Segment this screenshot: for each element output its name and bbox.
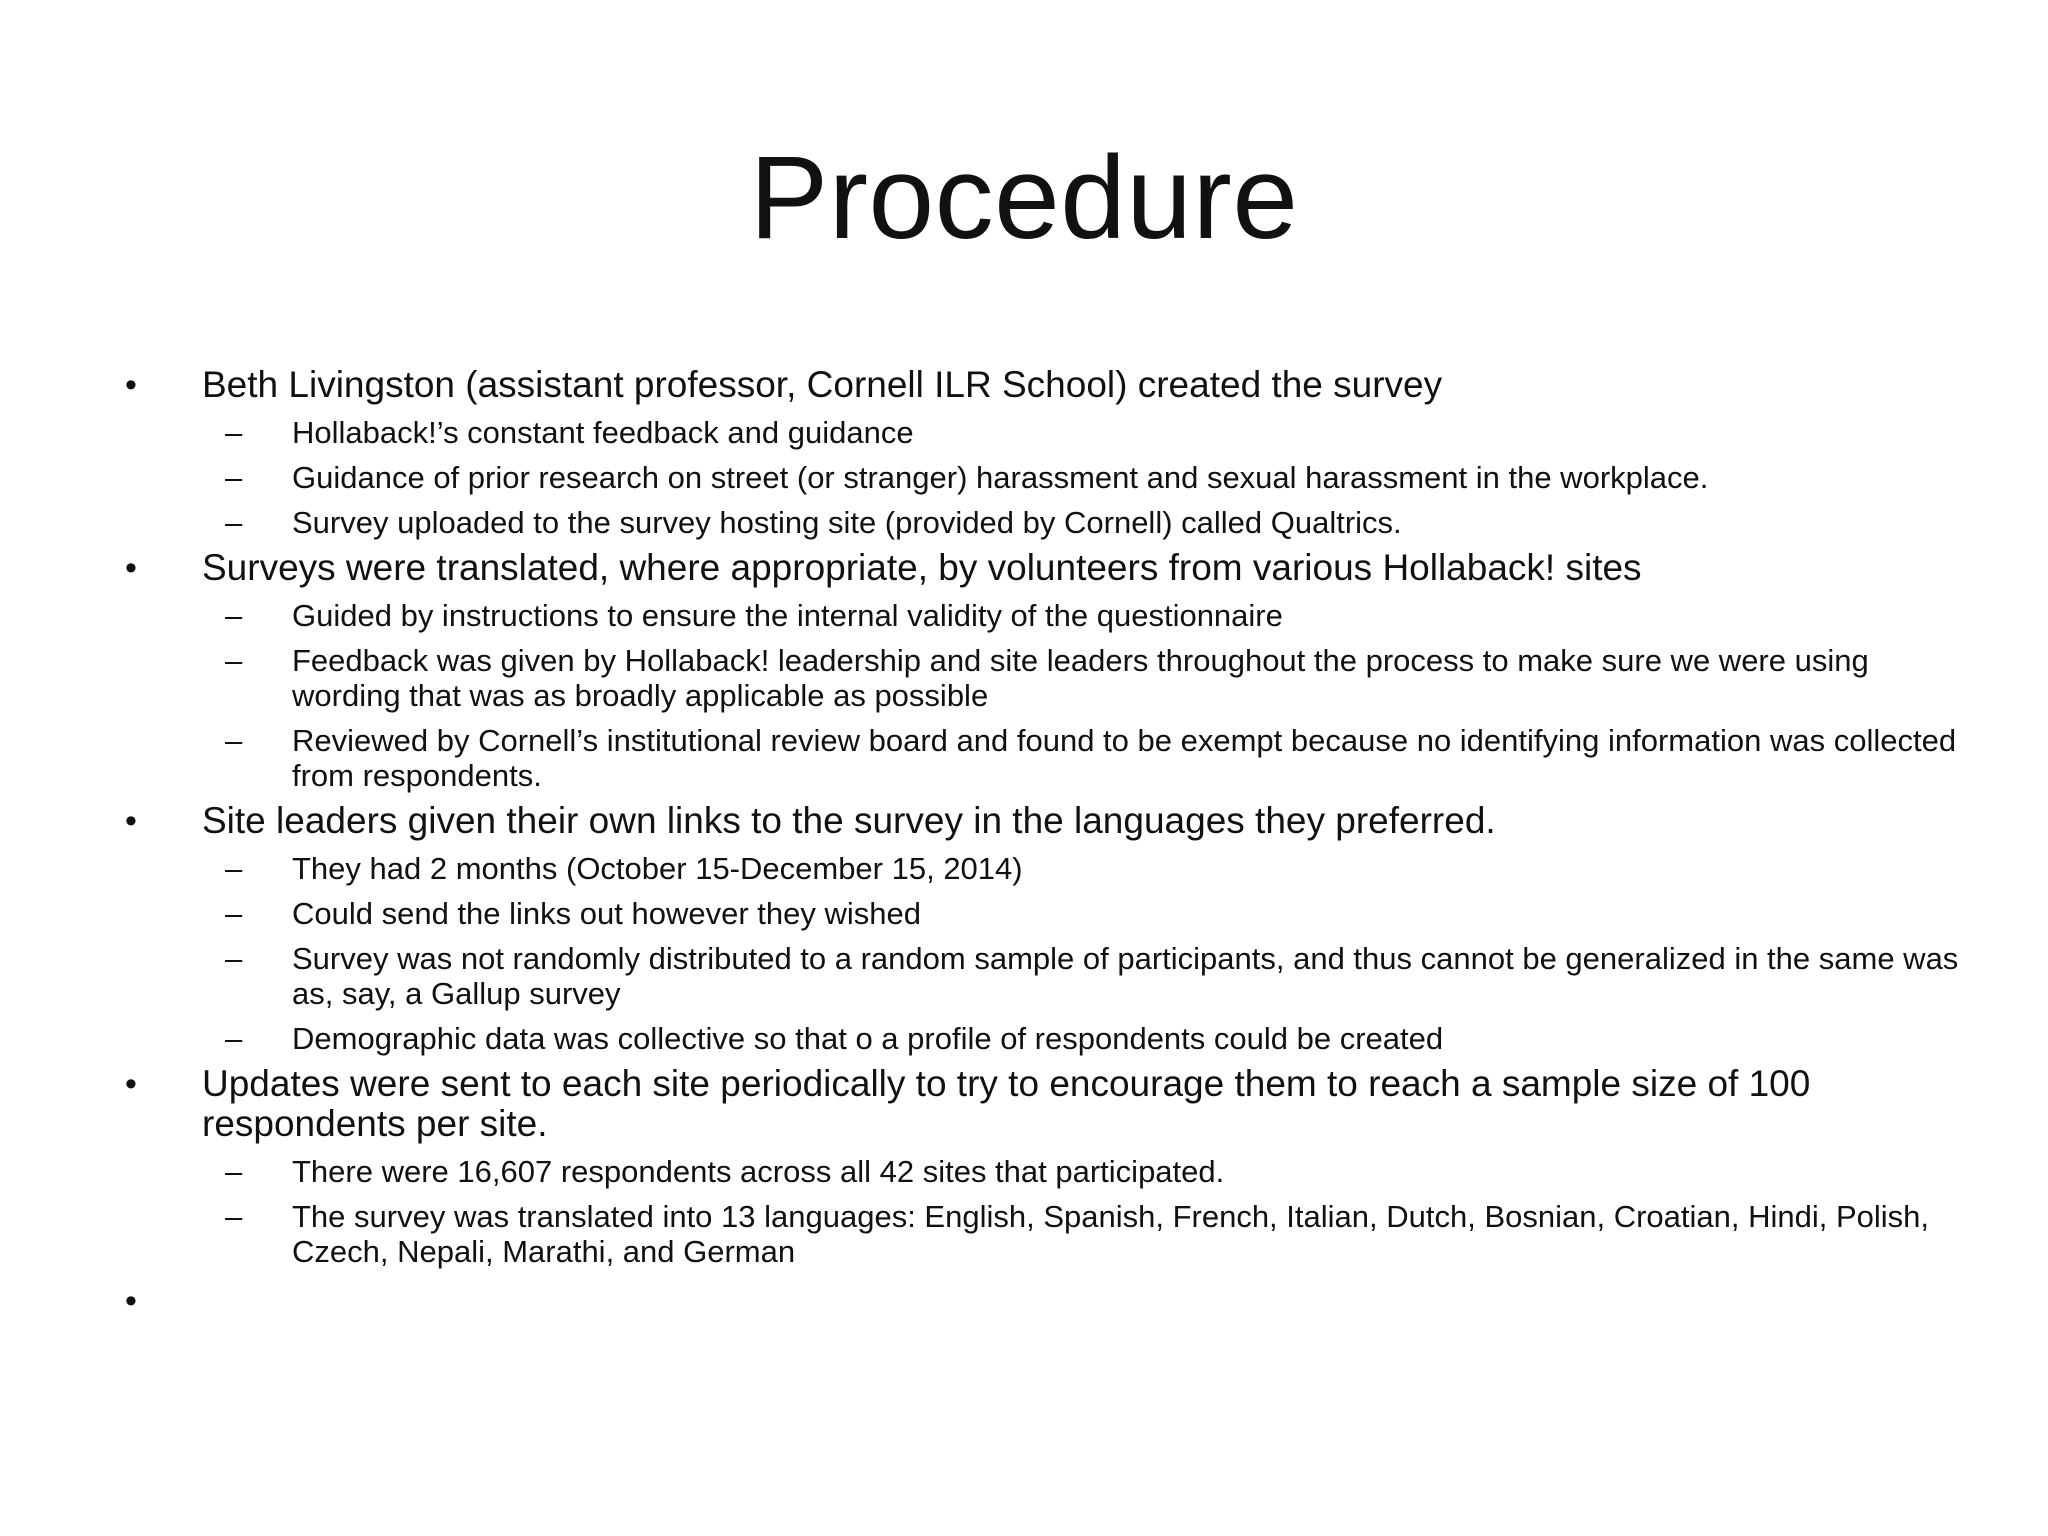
dash-marker: – bbox=[225, 643, 243, 678]
sub-bullet-text: The survey was translated into 13 languages: English, Spanish, French, Italian, Dutch, Bosnian, Croatian, Hindi, Polish, Czech, Nepali, Marathi, and German bbox=[292, 1199, 1930, 1269]
dash-marker: – bbox=[225, 851, 243, 886]
bullet-list bbox=[118, 365, 1968, 1321]
bullet-marker: • bbox=[125, 366, 137, 404]
dash-marker: – bbox=[225, 460, 243, 495]
bullet-text: Site leaders given their own links to the survey in the languages they preferred. bbox=[202, 800, 1496, 841]
dash-marker: – bbox=[225, 1199, 243, 1234]
sub-bullet-item bbox=[118, 1154, 1968, 1189]
sub-bullet-item bbox=[118, 896, 1968, 931]
sub-bullet-text: Feedback was given by Hollaback! leadership and site leaders throughout the process to make sure we were using wording that was as broadly applicable as possible bbox=[292, 643, 1869, 713]
sub-bullet-item bbox=[118, 505, 1968, 540]
sub-bullet-text: Reviewed by Cornell’s institutional review board and found to be exempt because no identifying information was collected from respondents. bbox=[292, 723, 1957, 793]
bullet-item bbox=[118, 365, 1968, 405]
sub-bullet-text: Demographic data was collective so that o a profile of respondents could be created bbox=[292, 1021, 1444, 1056]
bullet-text: Updates were sent to each site periodically to try to encourage them to reach a sample size of 100 respondents per site. bbox=[202, 1063, 1811, 1144]
slide-title: Procedure bbox=[749, 132, 1299, 264]
bullet-item bbox=[118, 548, 1968, 588]
dash-marker: – bbox=[225, 505, 243, 540]
sub-bullet-item bbox=[118, 598, 1968, 633]
dash-marker: – bbox=[225, 723, 243, 758]
dash-marker: – bbox=[225, 1154, 243, 1189]
bullet-marker: • bbox=[125, 1282, 137, 1320]
dash-marker: – bbox=[225, 1021, 243, 1056]
sub-bullet-item bbox=[118, 1021, 1968, 1056]
bullet-marker: • bbox=[125, 1065, 137, 1103]
sub-bullet-item bbox=[118, 1199, 1968, 1269]
bullet-marker: • bbox=[125, 802, 137, 840]
sub-bullet-item bbox=[118, 643, 1968, 713]
sub-bullet-text: Hollaback!’s constant feedback and guidance bbox=[292, 415, 914, 450]
sub-bullet-item bbox=[118, 460, 1968, 495]
bullet-item bbox=[118, 1064, 1968, 1144]
sub-bullet-item bbox=[118, 415, 1968, 450]
bullet-text: Beth Livingston (assistant professor, Cornell ILR School) created the survey bbox=[202, 364, 1443, 405]
dash-marker: – bbox=[225, 896, 243, 931]
sub-bullet-text: Could send the links out however they wished bbox=[292, 896, 921, 931]
sub-bullet-item bbox=[118, 941, 1968, 1011]
dash-marker: – bbox=[225, 598, 243, 633]
bullet-item bbox=[118, 801, 1968, 841]
bullet-item-empty bbox=[118, 1281, 1968, 1321]
sub-bullet-text: Survey uploaded to the survey hosting site (provided by Cornell) called Qualtrics. bbox=[292, 505, 1402, 540]
sub-bullet-text: There were 16,607 respondents across all 42 sites that participated. bbox=[292, 1154, 1225, 1189]
dash-marker: – bbox=[225, 415, 243, 450]
sub-bullet-text: They had 2 months (October 15-December 15, 2014) bbox=[292, 851, 1023, 886]
sub-bullet-text: Guidance of prior research on street (or stranger) harassment and sexual harassment in the workplace. bbox=[292, 460, 1709, 495]
sub-bullet-item bbox=[118, 723, 1968, 793]
bullet-text: Surveys were translated, where appropriate, by volunteers from various Hollaback! sites bbox=[202, 547, 1642, 588]
dash-marker: – bbox=[225, 941, 243, 976]
sub-bullet-text: Guided by instructions to ensure the internal validity of the questionnaire bbox=[292, 598, 1283, 633]
sub-bullet-item bbox=[118, 851, 1968, 886]
bullet-marker: • bbox=[125, 549, 137, 587]
sub-bullet-text: Survey was not randomly distributed to a random sample of participants, and thus cannot be generalized in the same was as, say, a Gallup survey bbox=[292, 941, 1959, 1011]
